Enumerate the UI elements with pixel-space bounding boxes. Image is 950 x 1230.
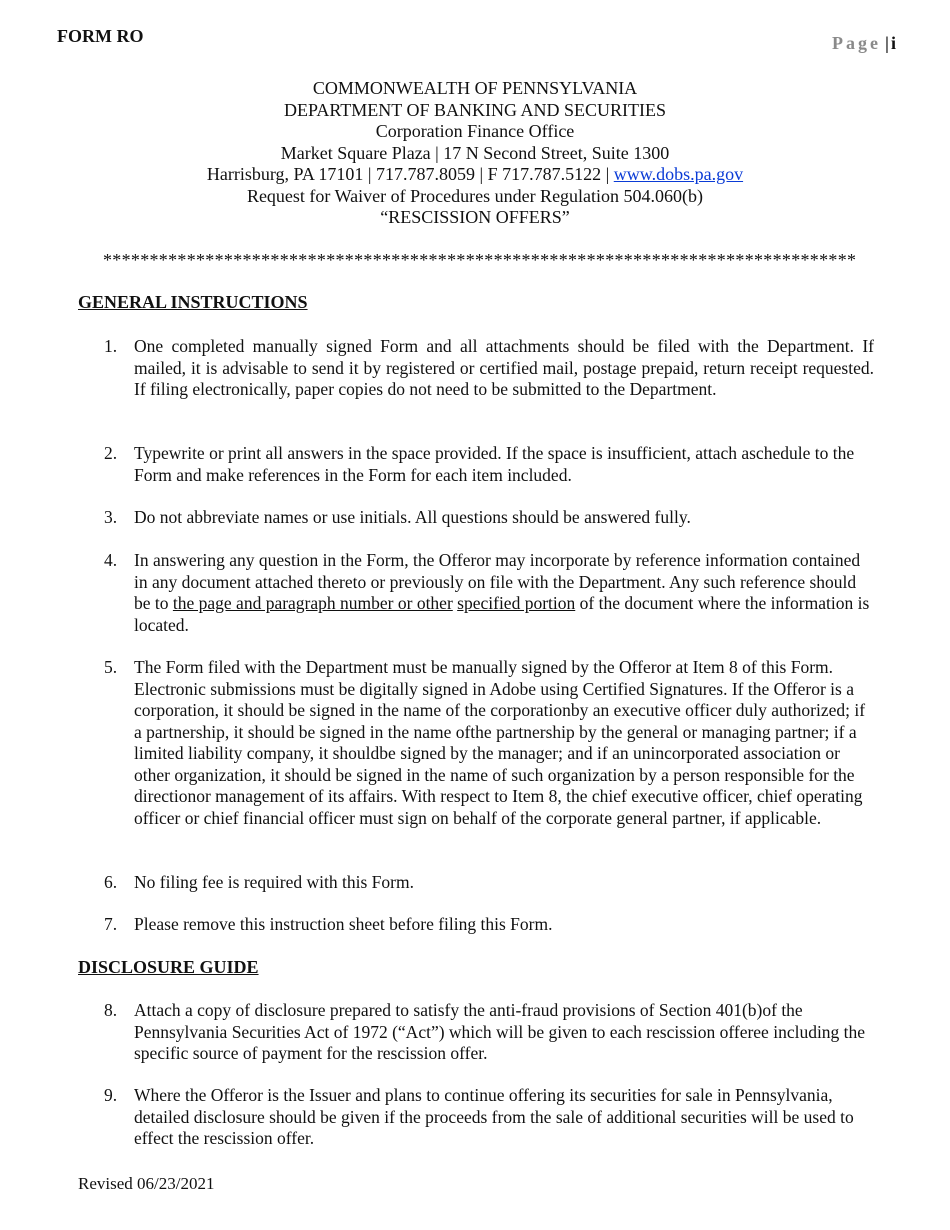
general-instructions-heading: GENERAL INSTRUCTIONS (78, 292, 308, 312)
item-text: One completed manually signed Form and all attachments should be filed with the Department. If mailed, it is advisable to send it by registered or certified mail, postage prepaid, return receipt requested. If filing electronically, paper copies do not need to be submitted to the Department. (134, 336, 874, 399)
star-separator: ********************************************************************************* (103, 250, 857, 270)
item-text: The Form filed with the Department must be manually signed by the Offeror at Item 8 of this Form. Electronic submissions must be digitally signed in Adobe using Certified Signatures. If the Offeror is a corporation, it should be signed in the name of the corporationby an executive officer duly authorized; if a partnership, it should be signed in the name ofthe partnership by the general or managing partner; if a limited liability company, it shouldbe signed by the manager; and if an unincorporated association or other organization, it should be signed in the name of such organization by a person responsible for the directionor management of its affairs. With respect to Item 8, the chief executive officer, chief operating officer or chief financial officer must sign on behalf of the corporate general partner, if applicable. (134, 657, 866, 828)
item-text-underlined: the page and paragraph number or other (172, 593, 453, 613)
item-number: 2. (104, 443, 118, 463)
item-text: Attach a copy of disclosure prepared to satisfy the anti-fraud provisions of Section 401(b)of the Pennsylvania Securities Act of 1972 (“Act”) which will be given to each rescission offeree including the specific source of payment for the rescission offer. (134, 1000, 866, 1063)
page-separator: | (885, 33, 889, 53)
disclosure-guide-heading: DISCLOSURE GUIDE (78, 957, 259, 977)
item-text (134, 550, 874, 636)
page-word: Page (832, 33, 882, 53)
website-link[interactable]: www.dobs.pa.gov (613, 164, 744, 184)
item-text-part: In answering any question in the Form, the Offeror may incorporate by reference information contained in any document attached thereto or previously on file with the Department. Any such reference should be to (134, 550, 861, 613)
page-indicator (832, 33, 896, 54)
page-number: i (890, 33, 896, 53)
item-text: Please remove this instruction sheet before filing this Form. (134, 914, 553, 934)
item-text: Do not abbreviate names or use initials. All questions should be answered fully. (134, 507, 691, 527)
header-department: DEPARTMENT OF BANKING AND SECURITIES (284, 99, 666, 120)
header-contact-text: Harrisburg, PA 17101 | 717.787.8059 | F 717.787.5122 | (206, 164, 614, 184)
revision-date: Revised 06/23/2021 (78, 1174, 215, 1193)
document-header (0, 78, 950, 229)
item-number: 5. (104, 657, 118, 677)
item-number: 3. (104, 507, 118, 527)
item-text: Typewrite or print all answers in the space provided. If the space is insufficient, attach aschedule to the Form and make references in the Form for each item included. (134, 443, 855, 485)
item-number: 9. (104, 1085, 118, 1105)
form-id: FORM RO (57, 26, 144, 46)
item-text: Where the Offeror is the Issuer and plans to continue offering its securities for sale in Pennsylvania, detailed disclosure should be given if the proceeds from the sale of additional securities will be used to effect the rescission offer. (134, 1085, 854, 1148)
header-contact (0, 164, 950, 186)
header-commonwealth: COMMONWEALTH OF PENNSYLVANIA (312, 78, 638, 98)
item-number: 7. (104, 914, 118, 934)
item-text: No filing fee is required with this Form. (134, 872, 414, 892)
item-number: 1. (104, 336, 118, 356)
item-text-part: of the document where the information is located. (134, 593, 870, 635)
header-request-title: Request for Waiver of Procedures under Regulation 504.060(b) (246, 185, 704, 206)
item-number: 8. (104, 1000, 118, 1020)
item-number: 6. (104, 872, 118, 892)
item-number: 4. (104, 550, 118, 570)
header-subtitle: “RESCISSION OFFERS” (380, 207, 570, 227)
header-address: Market Square Plaza | 17 N Second Street, Suite 1300 (280, 142, 670, 163)
header-office: Corporation Finance Office (375, 121, 575, 141)
item-text-underlined: specified portion (457, 593, 576, 613)
